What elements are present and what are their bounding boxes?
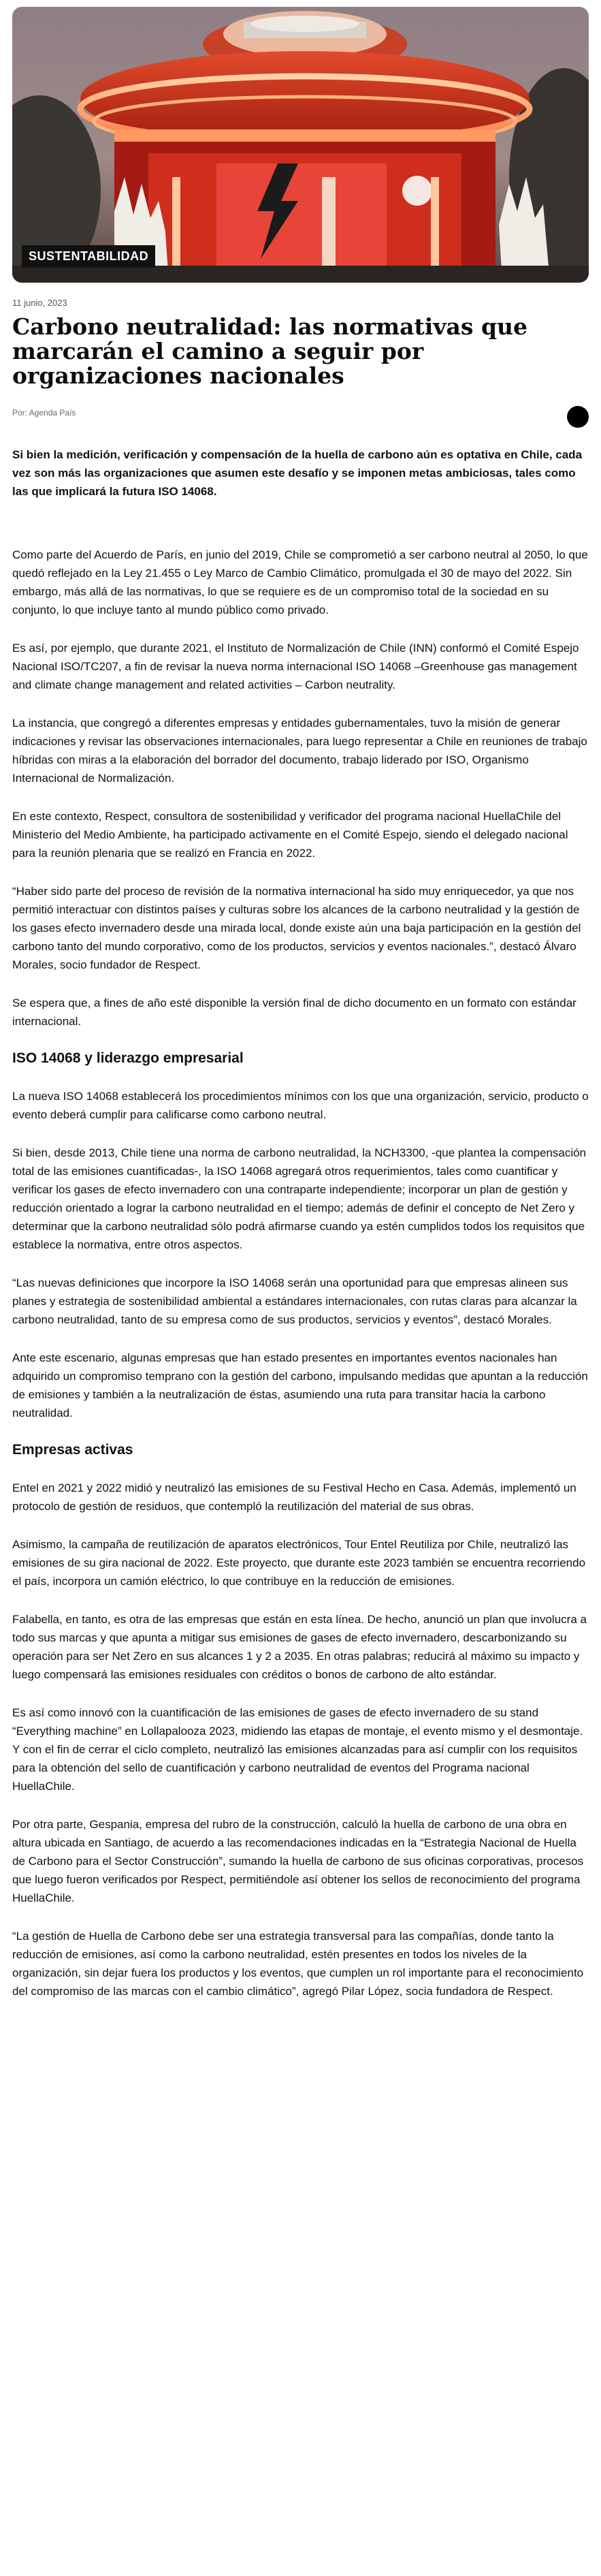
- article-page: [12, 0, 589, 2000]
- paragraph: Es así, por ejemplo, que durante 2021, el Instituto de Normalización de Chile (INN) conformó el Comité Espejo Nacional ISO/TC207, a fin de revisar la nueva norma internacional ISO 14068 –Greenhouse gas management and climate change management and related activities – Carbon neutrality.: [12, 642, 579, 691]
- paragraph: “Haber sido parte del proceso de revisión de la normativa internacional ha sido muy enriquecedor, ya que nos permitió interactuar con distintos países y culturas sobre los alcances de la carbono neutralidad y la gestión de los gases efecto invernadero desde una mirada local, donde existe aún una baja participación en la gestión del carbono tanto del mundo corporativo, como de los productos, servicios y eventos nacionales.”, destacó Álvaro Morales, socio fundador de Respect.: [12, 885, 581, 971]
- paragraph: Es así como innovó con la cuantificación de las emisiones de gases de efecto invernadero de su stand “Everything machine” en Lollapalooza 2023, midiendo las etapas de montaje, el evento mismo y el desmontaje. Y con el fin de cerrar el ciclo completo, neutralizó las emisiones alcanzadas para así cumplir con los requisitos para la obtención del sello de cuantificación y carbono neutralidad de eventos del Programa nacional HuellaChile.: [12, 1706, 583, 1793]
- article-body: [12, 546, 589, 2000]
- paragraph: Como parte del Acuerdo de París, en junio del 2019, Chile se comprometió a ser carbono neutral al 2050, lo que quedó reflejado en la Ley 21.455 o Ley Marco de Cambio Climático, promulgada el 30 de mayo del 2022. Sin embargo, más allá de las normativas, lo que se requiere es de un compromiso total de la sociedad en su conjunto, lo que incluye tanto al mundo público como privado.: [12, 548, 588, 616]
- paragraph: Se espera que, a fines de año esté disponible la versión final de dicho documento en un formato con estándar internacional.: [12, 996, 576, 1028]
- paragraph: La nueva ISO 14068 establecerá los procedimientos mínimos con los que una organización, servicio, producto o evento deberá cumplir para calificarse como carbono neutral.: [12, 1090, 589, 1121]
- paragraph: En este contexto, Respect, consultora de sostenibilidad y verificador del programa nacional HuellaChile del Ministerio del Medio Ambiente, ha participado activamente en el Comité Espejo, siendo el delegado nacional para la reunión plenaria que se realizó en Francia en 2022.: [12, 810, 568, 860]
- festival-photo: [12, 7, 589, 283]
- paragraph: Asimismo, la campaña de reutilización de aparatos electrónicos, Tour Entel Reutiliza por Chile, neutralizó las emisiones de su gira nacional de 2022. Este proyecto, que durante este 2023 también se encuentra recorriendo el país, incorpora un camión eléctrico, lo que contribuye en la reducción de emisiones.: [12, 1538, 586, 1588]
- author-avatar[interactable]: [567, 406, 589, 428]
- paragraph: “La gestión de Huella de Carbono debe ser una estrategia transversal para las compañías, donde tanto la reducción de emisiones, así como la carbono neutralidad, estén presentes en todos los niveles de la organización, sin dejar fuera los productos y los eventos, que cumplen un rol importante para el reconocimiento del compromiso de las marcas con el cambio climático”, agregó Pilar López, socia fundadora de Respect.: [12, 1930, 584, 1998]
- byline-row: [12, 406, 589, 430]
- paragraph: Falabella, en tanto, es otra de las empresas que están en esta línea. De hecho, anunció un plan que involucra a todo sus marcas y que apunta a mitigar sus emisiones de gases de efecto invernadero, descarbonizando su operación para ser Net Zero en sus alcances 1 y 2 a 2035. En otras palabras; reducirá al máximo su impacto y luego compensará las emisiones residuales con créditos o bonos de carbono de alto estándar.: [12, 1613, 587, 1681]
- paragraph: Ante este escenario, algunas empresas que han estado presentes en importantes eventos nacionales han adquirido un compromiso temprano con la gestión del carbono, impulsando medidas que apuntan a la reducción de emisiones y también a la neutralización de éstas, asumiendo una ruta para transitar hacia la carbono neutralidad.: [12, 1351, 588, 1419]
- paragraph: La instancia, que congregó a diferentes empresas y entidades gubernamentales, tuvo la misión de generar indicaciones y revisar las observaciones internacionales, para luego representar a Chile en reuniones de trabajo híbridas con miras a la elaboración del borrador del documento, trabajo liderado por ISO, Organismo Internacional de Normalización.: [12, 717, 587, 785]
- article-lead: Si bien la medición, verificación y compensación de la huella de carbono aún es optativa en Chile, cada vez son más las organizaciones que asumen este desafío y se imponen metas ambiciosas, tales como las que implicará la futura ISO 14068.: [12, 448, 583, 498]
- section-heading: ISO 14068 y liderazgo empresarial: [12, 1050, 244, 1066]
- article-title: Carbono neutralidad: las normativas que marcarán el camino a seguir por organizaciones nacionales: [12, 313, 528, 389]
- paragraph: Si bien, desde 2013, Chile tiene una norma de carbono neutralidad, la NCH3300, -que plantea la compensación total de las emisiones cuantificadas-, la ISO 14068 agregará otros requerimientos, tales como cuantificar y verificar los gases de efecto invernadero con una contraparte independiente; incorporar un plan de gestión y reducción orientado a lograr la carbono neutralidad en el tiempo; además de definir el concepto de Net Zero y determinar que la carbono neutralidad sólo podrá afirmarse cuando ya estén cumplidos todos los requisitos que establece la normativa, entre otros aspectos.: [12, 1146, 587, 1251]
- hero-image: [12, 7, 589, 283]
- paragraph: Por otra parte, Gespania, empresa del rubro de la construcción, calculó la huella de carbono de una obra en altura ubicada en Santiago, de acuerdo a las recomendaciones indicadas en la “Estrategia Nacional de Huella de Carbono para el Sector Construcción”, sumando la huella de carbono de sus oficinas corporativas, procesos que luego fueron verificados por Respect, permitiéndole así obtener los sellos de reconocimiento del programa HuellaChile.: [12, 1818, 584, 1904]
- paragraph: “Las nuevas definiciones que incorpore la ISO 14068 serán una oportunidad para que empresas alineen sus planes y estrategia de sostenibilidad ambiental a estándares internacionales, con rutas claras para alcanzar la carbono neutralidad, tanto de su empresa como de sus productos, servicios y eventos”, destacó Morales.: [12, 1276, 577, 1326]
- category-badge[interactable]: SUSTENTABILIDAD: [22, 245, 155, 268]
- paragraph: Entel en 2021 y 2022 midió y neutralizó las emisiones de su Festival Hecho en Casa. Además, implementó un protocolo de gestión de residuos, que contempló la reutilización del material de sus obras.: [12, 1481, 576, 1513]
- publish-date: 11 junio, 2023: [12, 298, 67, 308]
- section-heading: Empresas activas: [12, 1442, 133, 1458]
- author-byline: Por: Agenda País: [12, 408, 76, 418]
